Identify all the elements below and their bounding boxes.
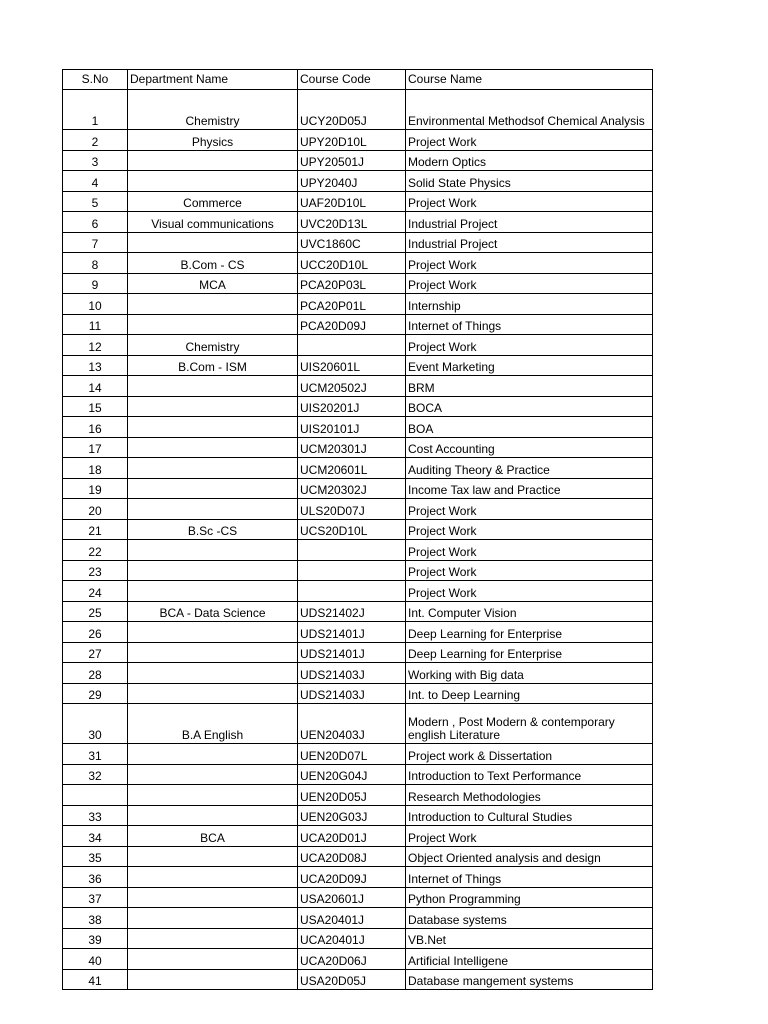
table-row (63, 417, 653, 438)
cell-department (128, 928, 298, 949)
cell-course-name: Project work & Dissertation (406, 744, 653, 765)
cell-sno: 13 (63, 355, 128, 376)
cell-sno: 11 (63, 314, 128, 335)
cell-course-name: Introduction to Cultural Studies (406, 805, 653, 826)
cell-course-name: Project Work (406, 130, 653, 151)
cell-course-code: UCY20D05J (298, 90, 406, 130)
cell-course-code: UIS20601L (298, 355, 406, 376)
cell-course-code: UIS20101J (298, 417, 406, 438)
table-row (63, 437, 653, 458)
cell-sno: 28 (63, 663, 128, 684)
cell-department (128, 314, 298, 335)
cell-department: B.Sc -CS (128, 519, 298, 540)
cell-course-code: UDS21401J (298, 642, 406, 663)
cell-course-code: UDS21402J (298, 601, 406, 622)
cell-sno: 5 (63, 191, 128, 212)
cell-course-code: UVC20D13L (298, 212, 406, 233)
cell-course-code: UDS21401J (298, 622, 406, 643)
cell-sno: 39 (63, 928, 128, 949)
cell-department: Chemistry (128, 335, 298, 356)
cell-course-name: Internet of Things (406, 314, 653, 335)
cell-department (128, 663, 298, 684)
cell-sno: 19 (63, 478, 128, 499)
table-row (63, 642, 653, 663)
table-row (63, 90, 653, 130)
cell-department (128, 560, 298, 581)
cell-course-name: Industrial Project (406, 232, 653, 253)
cell-sno: 10 (63, 294, 128, 315)
header-row (63, 70, 653, 90)
cell-course-code: USA20401J (298, 908, 406, 929)
cell-sno: 34 (63, 826, 128, 847)
cell-sno: 41 (63, 969, 128, 990)
cell-sno: 14 (63, 376, 128, 397)
cell-sno: 3 (63, 150, 128, 171)
table-row (63, 908, 653, 929)
table-row (63, 704, 653, 744)
cell-department (128, 642, 298, 663)
table-row (63, 560, 653, 581)
table-row (63, 887, 653, 908)
cell-course-name: Project Work (406, 499, 653, 520)
cell-department (128, 908, 298, 929)
cell-sno: 4 (63, 171, 128, 192)
cell-course-code: UAF20D10L (298, 191, 406, 212)
table-row (63, 846, 653, 867)
table-row (63, 969, 653, 990)
table-row (63, 540, 653, 561)
cell-course-code: USA20601J (298, 887, 406, 908)
cell-course-name: Deep Learning for Enterprise (406, 622, 653, 643)
table-row (63, 867, 653, 888)
cell-sno: 35 (63, 846, 128, 867)
cell-course-name: Event Marketing (406, 355, 653, 376)
cell-course-name: Working with Big data (406, 663, 653, 684)
cell-sno: 2 (63, 130, 128, 151)
table-row (63, 581, 653, 602)
cell-course-name: Solid State Physics (406, 171, 653, 192)
cell-course-code: UEN20D05J (298, 785, 406, 806)
cell-sno: 30 (63, 704, 128, 744)
cell-department: Chemistry (128, 90, 298, 130)
table-row (63, 601, 653, 622)
cell-department (128, 764, 298, 785)
cell-course-code: UDS21403J (298, 663, 406, 684)
table-row (63, 744, 653, 765)
table-row (63, 458, 653, 479)
table-row (63, 232, 653, 253)
cell-sno: 22 (63, 540, 128, 561)
cell-course-code: UCA20D01J (298, 826, 406, 847)
cell-sno: 26 (63, 622, 128, 643)
cell-sno (63, 785, 128, 806)
table-row (63, 928, 653, 949)
cell-course-name: Artificial Intelligene (406, 949, 653, 970)
cell-sno: 15 (63, 396, 128, 417)
cell-department: Physics (128, 130, 298, 151)
cell-department (128, 887, 298, 908)
table-row (63, 212, 653, 233)
cell-course-name: Project Work (406, 826, 653, 847)
table-row (63, 273, 653, 294)
cell-department (128, 785, 298, 806)
cell-sno: 21 (63, 519, 128, 540)
cell-sno: 6 (63, 212, 128, 233)
cell-course-name: Environmental Methodsof Chemical Analysis (406, 90, 653, 130)
cell-department: BCA (128, 826, 298, 847)
cell-course-name: Python Programming (406, 887, 653, 908)
cell-department: MCA (128, 273, 298, 294)
cell-course-code: UCM20302J (298, 478, 406, 499)
cell-department (128, 437, 298, 458)
cell-department (128, 867, 298, 888)
cell-course-name: Income Tax law and Practice (406, 478, 653, 499)
table-row (63, 478, 653, 499)
cell-course-name: Deep Learning for Enterprise (406, 642, 653, 663)
cell-course-name: Project Work (406, 519, 653, 540)
cell-sno: 25 (63, 601, 128, 622)
cell-department (128, 744, 298, 765)
cell-sno: 23 (63, 560, 128, 581)
cell-sno: 9 (63, 273, 128, 294)
cell-course-name: Project Work (406, 191, 653, 212)
cell-department: Visual communications (128, 212, 298, 233)
cell-course-name: Project Work (406, 560, 653, 581)
cell-course-code: UCM20601L (298, 458, 406, 479)
cell-course-code: UCM20502J (298, 376, 406, 397)
cell-course-code: UCM20301J (298, 437, 406, 458)
cell-department: B.A English (128, 704, 298, 744)
cell-department (128, 294, 298, 315)
cell-course-name: BRM (406, 376, 653, 397)
cell-department (128, 805, 298, 826)
cell-sno: 1 (63, 90, 128, 130)
cell-course-name: Project Work (406, 335, 653, 356)
cell-department (128, 622, 298, 643)
table-row (63, 622, 653, 643)
cell-course-code: ULS20D07J (298, 499, 406, 520)
cell-course-code: UEN20D07L (298, 744, 406, 765)
cell-course-code: PCA20P01L (298, 294, 406, 315)
table-row (63, 130, 653, 151)
table-row (63, 805, 653, 826)
cell-course-code: UPY20501J (298, 150, 406, 171)
cell-course-name: Database mangement systems (406, 969, 653, 990)
cell-department (128, 417, 298, 438)
cell-department (128, 150, 298, 171)
cell-course-name: BOA (406, 417, 653, 438)
cell-course-code: UCA20D08J (298, 846, 406, 867)
table-row (63, 150, 653, 171)
cell-sno: 18 (63, 458, 128, 479)
cell-department (128, 478, 298, 499)
table-row (63, 314, 653, 335)
cell-department (128, 376, 298, 397)
table-body (63, 90, 653, 990)
cell-course-name: Object Oriented analysis and design (406, 846, 653, 867)
cell-sno: 8 (63, 253, 128, 274)
cell-course-name: Modern , Post Modern & contemporary english Literature (406, 704, 653, 744)
cell-course-name: VB.Net (406, 928, 653, 949)
cell-course-code: UDS21403J (298, 683, 406, 704)
course-table (62, 69, 653, 990)
cell-course-name: Project Work (406, 273, 653, 294)
cell-course-name: Internship (406, 294, 653, 315)
cell-course-code: UPY2040J (298, 171, 406, 192)
cell-course-name: Industrial Project (406, 212, 653, 233)
cell-department (128, 171, 298, 192)
cell-sno: 31 (63, 744, 128, 765)
cell-course-code: UIS20201J (298, 396, 406, 417)
cell-course-code: UVC1860C (298, 232, 406, 253)
header-course-name: Course Name (406, 70, 653, 90)
cell-sno: 38 (63, 908, 128, 929)
cell-course-name: Research Methodologies (406, 785, 653, 806)
cell-course-code: PCA20P03L (298, 273, 406, 294)
cell-course-code (298, 540, 406, 561)
cell-course-name: Modern Optics (406, 150, 653, 171)
cell-sno: 20 (63, 499, 128, 520)
cell-department (128, 458, 298, 479)
header-department: Department Name (128, 70, 298, 90)
cell-course-code: UPY20D10L (298, 130, 406, 151)
cell-sno: 12 (63, 335, 128, 356)
cell-course-code: UCC20D10L (298, 253, 406, 274)
cell-course-code (298, 581, 406, 602)
cell-course-name: Project Work (406, 540, 653, 561)
table-row (63, 171, 653, 192)
table-row (63, 949, 653, 970)
header-course-code: Course Code (298, 70, 406, 90)
table-row (63, 764, 653, 785)
table-row (63, 335, 653, 356)
table-row (63, 785, 653, 806)
cell-department (128, 683, 298, 704)
cell-sno: 36 (63, 867, 128, 888)
cell-sno: 32 (63, 764, 128, 785)
table-row (63, 396, 653, 417)
table-row (63, 826, 653, 847)
cell-department: B.Com - CS (128, 253, 298, 274)
cell-course-code: PCA20D09J (298, 314, 406, 335)
cell-sno: 24 (63, 581, 128, 602)
cell-department (128, 232, 298, 253)
table-row (63, 519, 653, 540)
cell-sno: 33 (63, 805, 128, 826)
cell-department (128, 396, 298, 417)
cell-department (128, 969, 298, 990)
cell-course-code: UCA20D06J (298, 949, 406, 970)
table-row (63, 663, 653, 684)
table-row (63, 355, 653, 376)
cell-sno: 40 (63, 949, 128, 970)
cell-course-code (298, 335, 406, 356)
table-row (63, 499, 653, 520)
cell-course-code: UCS20D10L (298, 519, 406, 540)
cell-course-name: Introduction to Text Performance (406, 764, 653, 785)
cell-department (128, 581, 298, 602)
cell-course-code: UEN20G04J (298, 764, 406, 785)
header-sno: S.No (63, 70, 128, 90)
cell-course-code: UCA20D09J (298, 867, 406, 888)
cell-department (128, 949, 298, 970)
cell-course-name: Cost Accounting (406, 437, 653, 458)
cell-course-name: Auditing Theory & Practice (406, 458, 653, 479)
table-row (63, 294, 653, 315)
table-row (63, 253, 653, 274)
cell-course-name: Project Work (406, 253, 653, 274)
cell-sno: 7 (63, 232, 128, 253)
cell-course-name: Internet of Things (406, 867, 653, 888)
cell-course-code (298, 560, 406, 581)
cell-course-name: Int. to Deep Learning (406, 683, 653, 704)
cell-department (128, 540, 298, 561)
cell-course-name: BOCA (406, 396, 653, 417)
cell-sno: 27 (63, 642, 128, 663)
cell-course-code: USA20D05J (298, 969, 406, 990)
cell-course-code: UCA20401J (298, 928, 406, 949)
cell-sno: 16 (63, 417, 128, 438)
cell-course-name: Int. Computer Vision (406, 601, 653, 622)
table-row (63, 683, 653, 704)
cell-course-code: UEN20403J (298, 704, 406, 744)
cell-department: B.Com - ISM (128, 355, 298, 376)
table-row (63, 191, 653, 212)
cell-department (128, 846, 298, 867)
cell-course-name: Project Work (406, 581, 653, 602)
cell-sno: 37 (63, 887, 128, 908)
cell-department: Commerce (128, 191, 298, 212)
table-row (63, 376, 653, 397)
cell-department: BCA - Data Science (128, 601, 298, 622)
cell-sno: 29 (63, 683, 128, 704)
cell-department (128, 499, 298, 520)
cell-sno: 17 (63, 437, 128, 458)
cell-course-code: UEN20G03J (298, 805, 406, 826)
cell-course-name: Database systems (406, 908, 653, 929)
